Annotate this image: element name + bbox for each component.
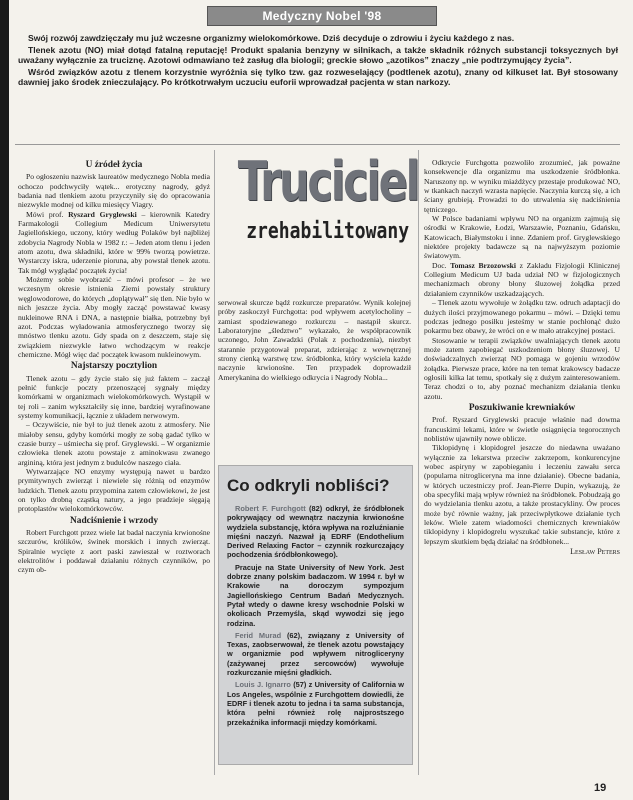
page-edge-strip: [0, 0, 9, 800]
text-run: (62), związany z University of Texas, zaobserwował, że tlenek azotu powstający w organizmie pod wpływem nitrogliceryny (zażywanej przez sercowców) wywołuje rozkurczanie mięśni gładkich.: [227, 630, 404, 678]
sidebar-paragraph: [227, 680, 404, 726]
paragraph: Tlenek azotu – gdy życie stało się już faktem – zaczął pełnić funkcje poczty przenoszącej sygnały między komórkami w organizmach wielokomórkowych. Wystąpił w tej roli – zanim wykształciły się inne, bardziej wyrafinowane systemy komunikacji, łącznie z układem nerwowym.: [18, 373, 210, 420]
text-run: Mówi prof.: [26, 209, 69, 219]
paragraph: Robert Furchgott przez wiele lat badał naczynia krwionośne szczurów, królików, świnek morskich i innych zwierząt. Spiralnie wycięte z aort paski zawieszał w roztworach elektrolitów i poddawał działaniu różnych czynników, po czym ob-: [18, 528, 210, 575]
paragraph: Wytwarzające NO enzymy występują nawet u bardzo prymitywnych zwierząt i niewiele się różnią od enzymów ludzkich. Tlenek azotu przypomina zatem człowiekowi, że jest on tylko drobną cząstką natury, a jego pradzieje sięgają protoplastów wielokomórkowców.: [18, 467, 210, 514]
paragraph: serwował skurcze bądź rozkurcze preparatów. Wynik kolejnej próby zaskoczył Furchgotta: pod wpływem acetylocholiny – zamiast spodziewanego rozkurczu – nastąpił skurcz. Laboratoryjne „śledztwo” wykazało, że współpracownik uczonego, John Zawadzki (Polak z pochodzenia), niezbyt starannie przygotował preparat, zdzierając z wewnętrznej strony cienką warstwę tzw. śródbłonka, który wyściela każde naczynie krwionośne. Ten przypadek doprowadził Amerykanina do wielkiego odkrycia i Nagrody Nobla...: [218, 298, 411, 382]
person-name: Tomasz Brzozowski: [450, 260, 517, 270]
lead-paragraph-3: Wśród związków azotu z tlenem korzystnie wyróżnia się tylko tzw. gaz rozweselający (podtlenek azotu), znany od kilkuset lat. Był stosowany dawniej jako środek znieczulający. Po krótkotrwałym uczuciu euforii wprowadzał pacjenta w stan narkozy.: [18, 66, 618, 88]
lead-divider: [15, 144, 620, 145]
text-run: z Zakładu Fizjologii Klinicznej Collegium Medicum UJ bada udział NO w fizjologicznych mechanizmach obrony błony śluzowej żołądka przed działaniem czynników uszkadzających.: [424, 260, 621, 298]
paragraph: [18, 210, 210, 275]
person-name: Ferid Murad: [235, 630, 282, 640]
paragraph: Możemy sobie wyobrazić – mówi profesor – że we wczesnym okresie istnienia Ziemi powstały struktury węglowodorowe, do których „doplątywał” się tlen. Nie było w nich jeszcze życia. Aby mogły zacząć powstawać kwasy nukleinowe RNA i DNA, a następnie białka, potrzebny był azot. Podczas wyładowania atmosferycznego tworzy się mnóstwo tlenku azotu. Gdy spada on z deszczem, staje się związkiem niezwykle łatwo wchodzącym w reakcje chemiczne. Mógł więc dać początek kwasom nukleinowym.: [18, 275, 210, 359]
subheading-najstarszy-pocztylion: Najstarszy pocztylion: [70, 361, 158, 372]
paragraph: – Tlenek azotu wywołuje w żołądku tzw. odruch adaptacji do dużych ilości przyjmowanego pokarmu – mówi. – Dzięki temu podczas jednego posiłku jesteśmy w stanie pochłonąć dużo pokarmu bez obawy, że wróci on e w mało atrakcyjnej postaci.: [424, 298, 620, 336]
section-header: Medyczny Nobel '98: [207, 6, 437, 26]
person-name: Robert F. Furchgott: [235, 504, 306, 513]
subheading-poszukiwanie-krewniakow: Poszukiwanie krewniaków: [468, 402, 576, 413]
subheading-nadcisnienie-i-wrzody: Nadciśnienie i wrzody: [69, 515, 159, 526]
sidebar-title: Co odkryli nobliści?: [227, 476, 390, 495]
column-2: [218, 298, 411, 382]
lead-paragraphs: [18, 33, 618, 89]
paragraph: [424, 261, 620, 298]
text-run: (57) z University of California w Los Angeles, wspólnie z Furchgottem dowiedli, że EDRF i tlenek azotu to jedna i ta sama substancja, która pełni również rolę najprostszego przekaźnika informacji między komórkami.: [227, 680, 404, 727]
article-title: Truciciel: [237, 150, 418, 213]
page-number: 19: [594, 782, 607, 794]
subheading-u-zrodel-zycia: U źródeł życia: [85, 160, 143, 170]
paragraph: Prof. Ryszard Gryglewski pracuje właśnie nad dowma francuskimi lekami, które w świetle osiągnięcia tegorocznych noblistów ujawniły nowe oblicze.: [424, 415, 620, 443]
person-name: Louis J. Ignarro: [235, 680, 291, 690]
paragraph: Stosowanie w terapii związków uwalniających tlenek azotu może zatem zapobiegać uszkodzeniom błony śluzowej. U doświadczalnych zwierząt NO pomaga w gojeniu wrzodów żołądka. Pierwsze prace, które na ten temat krakowscy badacze ogłosili kilka lat temu, spotkały się z dużym zainteresowaniem. Teraz chodzi o to, aby poznać mechanizm działania tlenku azotu.: [424, 335, 620, 401]
sidebar-box: [218, 465, 413, 765]
person-name: Ryszard Gryglewski: [68, 209, 137, 219]
lead-paragraph-1: Swój rozwój zawdzięczały mu już wczesne organizmy wielokomórkowe. Dziś decyduje o zdrowiu i życiu każdego z nas.: [28, 33, 515, 43]
paragraph: W Polsce badaniami wpływu NO na organizm zajmują się ośrodki w Krakowie, Łodzi, Warszawie, Poznaniu, Gdańsku, Katowicach, Białymstoku i inne. Zdaniem prof. Gryglewskiego niektóre projekty badawcze są na najwyższym poziomie światowym.: [424, 214, 620, 261]
sidebar-paragraph: [227, 563, 404, 628]
paragraph: – Oczywiście, nie był to już tlenek azotu z atmosfery. Nie miałoby sensu, gdyby komórki mogły ze sobą gadać tylko w czasie burzy – uśmiecha się prof. Gryglewski. – W organizmie człowieka tlenek azotu powstaje z aminokwasu zwanego argininą, która jest jednym z budulców naszego ciała.: [18, 420, 210, 467]
paragraph: Po ogłoszeniu nazwisk laureatów medycznego Nobla media ochoczo podchwyciły wątek... erotyczny nagrody, gdyż badania nad tlenkiem azotu przyczyniły się do opracowania niezwykle modnej od kilku miesięcy Viagry.: [18, 172, 210, 210]
text-run: Doc.: [432, 260, 451, 270]
author-signature: Lesław Peters: [570, 547, 620, 557]
column-3: [424, 158, 620, 556]
paragraph: Tiklopidynę i klopidogrel jeszcze do niedawna uważano wyłącznie za lekarstwa przeciw zakrzepom, konkurencyjne wobec aspiryny w zapobieganiu i leczeniu zawału serca (popularna nitrogliceryna ma inne działanie). Obecne badania, w których uczestniczy prof. Jean-Pierre Dupin, wykazują, że oba specyfiki mają wpływ również na śródbłonek. Pobudzają go do wydzielania tlenku azotu, a także prostacykliny. Ów proces może być równie ważny, jak przeciwpłytkowe działanie tych leków. Wiele zatem wiadomości chemicznych krewniaków tiklopidyny i klopidogrelu wyszukać takie substancje, które z lepszym skutkiem będą działać na śródbłonek...: [424, 443, 620, 546]
column-divider-1: [214, 150, 215, 775]
paragraph: Odkrycie Furchgotta pozwoliło zrozumieć, jak poważne konsekwencje dla organizmu ma uszkodzenie śródbłonka. Naruszony np. w wyniku miażdżycy przestaje produkować NO, w tkankach naczyń wzrasta napięcie. Naczynia kurczą się, a ich ściany grubieją. Prowadzi to do utrwalenia się nadciśnienia tętniczego.: [424, 158, 620, 214]
column-1: [18, 158, 210, 575]
text-run: Pracuje na State University of New York. Jest dobrze znany polskim badaczom. W 1994 r. był w Krakowie na doroczym sympozjum Jagiellońskiego Centrum Badań Medycznych. Pytał wtedy o dawne kresy wschodnie Polski w okolicach Przemyśla, skąd wywodzi się jego rodzina.: [227, 562, 404, 628]
sidebar-body: [227, 504, 404, 727]
lead-paragraph-2: Tlenek azotu (NO) miał dotąd fatalną reputację! Produkt spalania benzyny w silnikach, a także składnik różnych substancji toksycznych był uważany wyłącznie za truciznę. Azotowi odmawiano też zasług dla biologii; greckie słowo „azotikos” znaczy „nie podtrzymujący życia”.: [18, 44, 618, 66]
text-run: (82) odkrył, że śródbłonek pokrywający od wewnątrz naczynia krwionośne wydziela substancję, która wpływa na rozluźnianie mięśni naczyń. Nazwał ją EDRF (Endothelium Derived Relaxing Factor – czynnik rozkurczający pochodzenia śródbłonkowego).: [227, 504, 405, 560]
sidebar-paragraph: [227, 631, 404, 677]
article-subtitle: zrehabilitowany: [246, 219, 410, 244]
sidebar-paragraph: [227, 504, 404, 560]
column-divider-2: [418, 150, 419, 775]
text-run: – kierownik Katedry Farmakologii Collegium Medicum Uniwersytetu Jagiellońskiego, uczony, który według Polaków był najbliżej zdobycia Nagrody Nobla w 1982 r.: – Jeden atom tlenu i jeden atom azotu, dwa składniki, które w 99% tworzą powietrze. Wystarczy iskra, uderzenie pioruna, aby powstał tlenek azotu. Tak mógł wyglądać początek życia!: [18, 209, 210, 275]
